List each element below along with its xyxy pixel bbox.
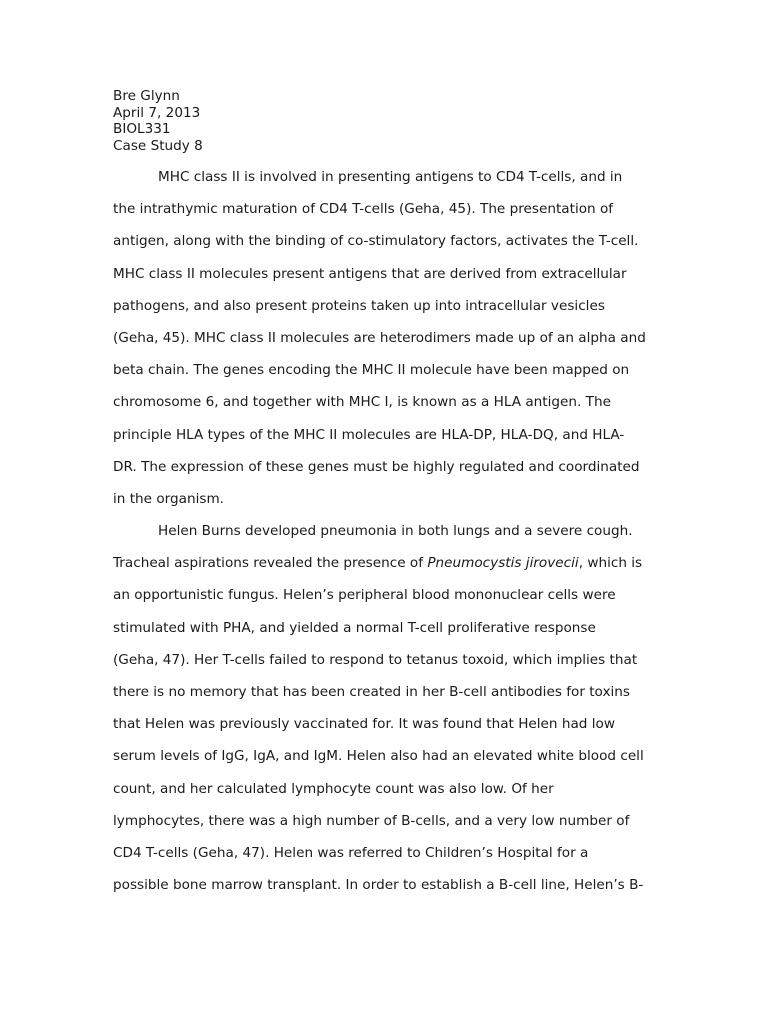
document-date: April 7, 2013	[113, 104, 201, 121]
document-header	[113, 88, 203, 154]
line-text: Tracheal aspirations revealed the presence of	[113, 555, 428, 572]
author-name: Bre Glynn	[113, 88, 180, 104]
paragraph-line: antigen, along with the binding of co-stimulatory factors, activates the T-cell.	[113, 233, 639, 250]
paragraph-line: an opportunistic fungus. Helen’s peripheral blood mononuclear cells were	[113, 587, 616, 604]
paragraph-line: stimulated with PHA, and yielded a normal T-cell proliferative response	[113, 619, 596, 636]
paragraph-line: CD4 T-cells (Geha, 47). Helen was referred to Children’s Hospital for a	[113, 844, 589, 861]
paragraph-helen-burns	[113, 515, 673, 901]
paragraph-line: (Geha, 45). MHC class II molecules are heterodimers made up of an alpha and	[113, 329, 646, 346]
paragraph-line: the intrathymic maturation of CD4 T-cells (Geha, 45). The presentation of	[113, 201, 614, 218]
paragraph-line: chromosome 6, and together with MHC I, is known as a HLA antigen. The	[113, 394, 611, 411]
course-code: BIOL331	[113, 121, 171, 137]
paragraph-line: count, and her calculated lymphocyte count was also low. Of her	[113, 780, 554, 797]
paragraph-line: serum levels of IgG, IgA, and IgM. Helen also had an elevated white blood cell	[113, 748, 644, 765]
paragraph-line: there is no memory that has been created in her B-cell antibodies for toxins	[113, 684, 630, 700]
paragraph-mhc-class-ii	[113, 161, 673, 515]
paragraph-line: that Helen was previously vaccinated for. It was found that Helen had low	[113, 716, 615, 733]
paragraph-line: possible bone marrow transplant. In order to establish a B-cell line, Helen’s B-	[113, 877, 644, 894]
paragraph-line: (Geha, 47). Her T-cells failed to respond to tetanus toxoid, which implies that	[113, 651, 638, 668]
paragraph-line: MHC class II molecules present antigens that are derived from extracellular	[113, 265, 627, 282]
paragraph-line: lymphocytes, there was a high number of B-cells, and a very low number of	[113, 812, 630, 829]
paragraph-line: MHC class II is involved in presenting antigens to CD4 T-cells, and in	[158, 169, 623, 185]
paragraph-line: DR. The expression of these genes must be highly regulated and coordinated	[113, 458, 640, 475]
organism-name: Pneumocystis jirovecii	[427, 555, 579, 572]
paragraph-line: principle HLA types of the MHC II molecules are HLA-DP, HLA-DQ, and HLA-	[113, 426, 625, 443]
document-body	[113, 161, 673, 901]
paragraph-line: pathogens, and also present proteins taken up into intracellular vesicles	[113, 297, 605, 314]
paragraph-line: beta chain. The genes encoding the MHC II molecule have been mapped on	[113, 362, 630, 379]
paragraph-line: in the organism.	[113, 490, 225, 507]
assignment-title: Case Study 8	[113, 137, 203, 154]
paragraph-line	[113, 547, 673, 579]
paragraph-line: Helen Burns developed pneumonia in both lungs and a severe cough.	[158, 523, 633, 540]
line-text: , which is	[578, 555, 643, 572]
